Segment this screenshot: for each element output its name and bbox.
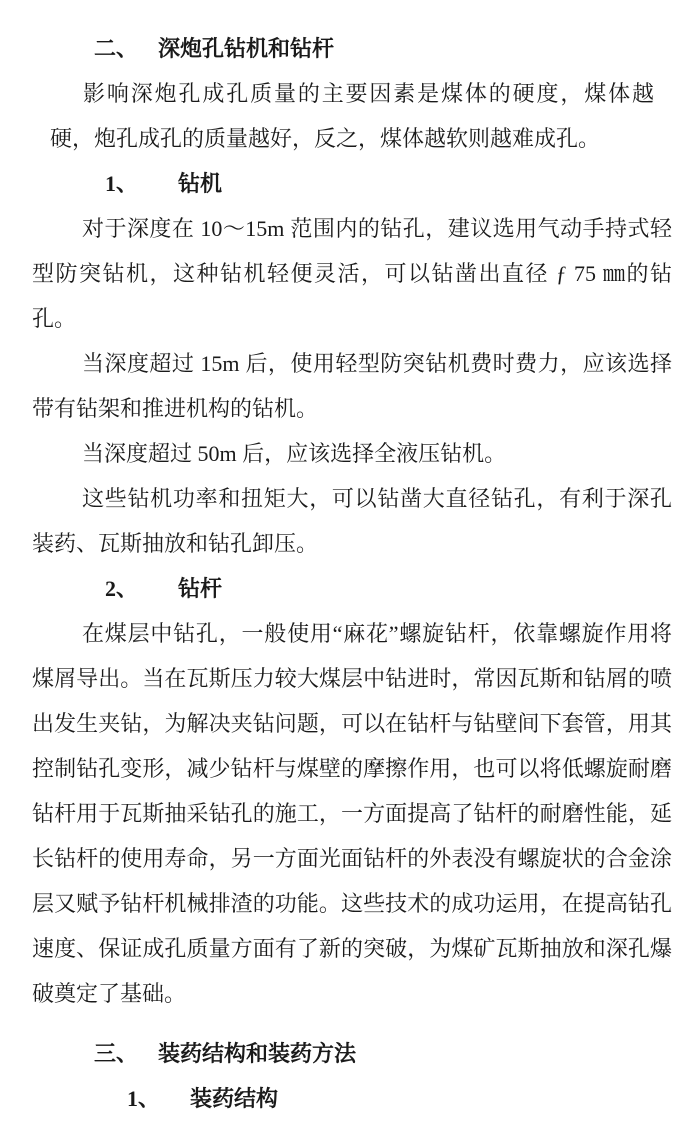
sub-heading-drill-rod — [105, 566, 672, 611]
heading-text: 深炮孔钻机和钻杆 — [158, 36, 335, 61]
sub-heading-charge-structure — [127, 1076, 672, 1121]
heading-number: 1、 — [105, 171, 139, 196]
section-heading-deep-blasthole-drills — [94, 26, 672, 71]
paragraph-spiral-rod: 在煤层中钻孔，一般使用“麻花”螺旋钻杆，依靠螺旋作用将煤屑导出。当在瓦斯压力较大煤层中钻进时，常因瓦斯和钻屑的喷出发生夹钻，为解决夹钻问题，可以在钻杆与钻壁间下套管，用其控制钻孔变形，减少钻杆与煤壁的摩擦作用，也可以将低螺旋耐磨钻杆用于瓦斯抽采钻孔的施工，一方面提高了钻杆的耐磨性能，延长钻杆的使用寿命，另一方面光面钻杆的外表没有螺旋状的合金涂层又赋予钻杆机械排渣的功能。这些技术的成功运用，在提高钻孔速度、保证成孔质量方面有了新的突破，为煤矿瓦斯抽放和深孔爆破奠定了基础。 — [32, 621, 672, 1006]
paragraph-drill-power: 这些钻机功率和扭矩大，可以钻凿大直径钻孔，有利于深孔装药、瓦斯抽放和钻孔卸压。 — [32, 486, 672, 556]
sub-heading-drill-machine — [105, 161, 672, 206]
heading-number: 1、 — [127, 1086, 161, 1111]
heading-text: 钻机 — [178, 171, 223, 196]
section-heading-charge-structure-methods — [94, 1031, 672, 1076]
heading-text: 钻杆 — [178, 576, 223, 601]
paragraph-pneumatic-drill: 对于深度在 10～15m 范围内的钻孔，建议选用气动手持式轻型防突钻机，这种钻机轻便灵活，可以钻凿出直径 ƒ 75 ㎜的钻孔。 — [32, 216, 672, 331]
heading-number: 2、 — [105, 576, 139, 601]
paragraph-over-15m: 当深度超过 15m 后，使用轻型防突钻机费时费力，应该选择带有钻架和推进机构的钻机。 — [32, 351, 672, 421]
heading-text: 装药结构 — [190, 1086, 279, 1111]
heading-text: 装药结构和装药方法 — [158, 1041, 357, 1066]
paragraph-over-50m: 当深度超过 50m 后，应该选择全液压钻机。 — [82, 441, 507, 466]
paragraph-hole-quality-factors: 影响深炮孔成孔质量的主要因素是煤体的硬度，煤体越硬，炮孔成孔的质量越好，反之，煤体越软则越难成孔。 — [50, 81, 654, 151]
heading-number: 二、 — [94, 36, 139, 61]
heading-number: 三、 — [94, 1041, 139, 1066]
